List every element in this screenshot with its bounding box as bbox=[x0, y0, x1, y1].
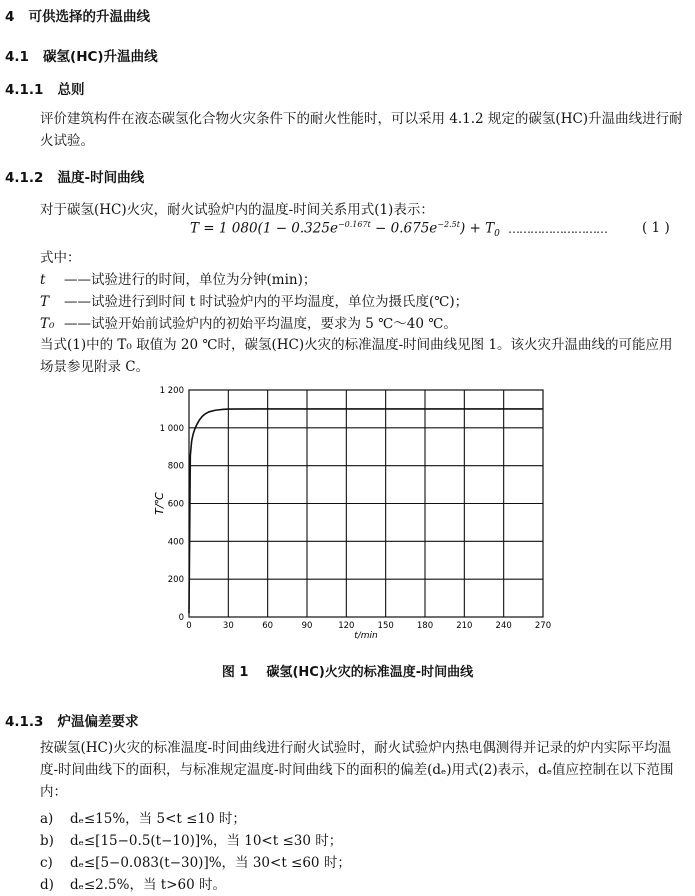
y-axis-label: T/℃ bbox=[153, 492, 166, 515]
section-title: 炉温偏差要求 bbox=[57, 714, 139, 730]
definition-T bbox=[40, 290, 468, 310]
y-tick-label: 1 200 bbox=[159, 386, 184, 396]
section-number: 4 bbox=[5, 9, 15, 25]
definition-text: ——试验进行到时间 t 时试验炉内的平均温度，单位为摄氏度(℃)； bbox=[64, 294, 469, 310]
x-tick-label: 30 bbox=[222, 621, 234, 631]
list-item-c bbox=[40, 851, 351, 871]
series-line-hc-curve bbox=[189, 409, 543, 613]
definition-t bbox=[40, 268, 316, 288]
y-tick-label: 600 bbox=[167, 499, 184, 510]
paragraph-4-1-2-after: 当式(1)中的 T₀ 取值为 20 ℃时，碳氢(HC)火灾的标准温度-时间曲线见图 1。该火灾升温曲线的可能应用场景参见附录 C。 bbox=[40, 337, 673, 375]
section-4-1-3-heading bbox=[5, 710, 139, 730]
list-item-text: dₑ≤[15−0.5(t−10)]%，当 10<t ≤30 时； bbox=[70, 833, 343, 849]
list-item-b bbox=[40, 829, 342, 849]
paragraph-4-1-2-intro: 对于碳氢(HC)火灾，耐火试验炉内的温度-时间关系用式(1)表示： bbox=[40, 202, 434, 218]
section-4-1-heading bbox=[5, 45, 158, 65]
formula-mid: − 0.675e bbox=[370, 220, 438, 237]
formula-1 bbox=[190, 220, 500, 239]
section-title: 总则 bbox=[57, 82, 85, 98]
formula-number: ( 1 ) bbox=[642, 220, 670, 236]
list-item-a bbox=[40, 807, 246, 827]
section-4-1-2-heading bbox=[5, 166, 144, 186]
paragraph-4-1-1: 评价建筑构件在液态碳氢化合物火灾条件下的耐火性能时，可以采用 4.1.2 规定的碳氢(HC)升温曲线进行耐火试验。 bbox=[40, 111, 683, 149]
section-title: 碳氢(HC)升温曲线 bbox=[43, 49, 158, 65]
x-tick-label: 240 bbox=[495, 621, 512, 631]
x-axis-label: t/min bbox=[354, 631, 378, 640]
list-item-label: c) bbox=[40, 855, 53, 871]
x-tick-label: 270 bbox=[534, 621, 552, 631]
y-tick-label: 800 bbox=[167, 461, 184, 472]
x-tick-label: 0 bbox=[186, 621, 192, 631]
where-label: 式中： bbox=[40, 250, 81, 266]
paragraph-4-1-3: 按碳氢(HC)火灾的标准温度-时间曲线进行耐火试验时，耐火试验炉内热电偶测得并记录的炉内实际平均温度-时间曲线下的面积，与标准规定温度-时间曲线下的面积的偏差(dₑ)用式(2)表示，dₑ值应控制在以下范围内： bbox=[40, 740, 674, 800]
definition-text: ——试验进行的时间，单位为分钟(min)； bbox=[64, 272, 317, 288]
formula-exponent-2: −2.5t bbox=[437, 220, 460, 229]
definition-symbol: t bbox=[40, 272, 46, 288]
section-title: 可供选择的升温曲线 bbox=[28, 9, 151, 25]
figure-caption: 图 1 碳氢(HC)火灾的标准温度-时间曲线 bbox=[221, 665, 474, 680]
section-number: 4.1.2 bbox=[5, 170, 44, 186]
section-title: 温度-时间曲线 bbox=[57, 170, 145, 186]
x-tick-label: 150 bbox=[377, 621, 394, 631]
formula-rhs-subscript: 0 bbox=[494, 229, 500, 240]
y-tick-label: 200 bbox=[167, 575, 184, 586]
list-item-label: d) bbox=[40, 877, 54, 893]
list-item-d bbox=[40, 873, 226, 893]
x-tick-label: 210 bbox=[456, 621, 473, 631]
section-number: 4.1.1 bbox=[5, 82, 44, 98]
formula-leader-dots: ……………………… bbox=[508, 222, 607, 236]
definition-symbol: T bbox=[40, 294, 50, 310]
list-item-text: dₑ≤15%，当 5<t ≤10 时； bbox=[70, 811, 246, 827]
x-tick-label: 180 bbox=[416, 621, 434, 631]
formula-exponent-1: −0.167t bbox=[337, 220, 371, 229]
list-item-text: dₑ≤2.5%，当 t>60 时。 bbox=[70, 877, 226, 893]
definition-T0 bbox=[40, 312, 457, 332]
formula-lhs: T = 1 080(1 − 0.325e bbox=[190, 220, 338, 237]
formula-rhs: ) + T bbox=[459, 220, 495, 237]
x-tick-label: 90 bbox=[301, 621, 313, 631]
section-number: 4.1 bbox=[5, 49, 29, 65]
section-number: 4.1.3 bbox=[5, 714, 44, 730]
y-tick-label: 0 bbox=[178, 613, 184, 623]
definition-text: ——试验开始前试验炉内的初始平均温度，要求为 5 ℃～40 ℃。 bbox=[64, 316, 457, 332]
x-tick-label: 120 bbox=[338, 621, 355, 631]
list-item-label: a) bbox=[40, 811, 54, 827]
y-tick-label: 400 bbox=[167, 537, 184, 548]
definition-symbol: T₀ bbox=[40, 316, 55, 332]
section-4-1-1-heading bbox=[5, 78, 85, 98]
y-tick-label: 1 000 bbox=[159, 423, 184, 434]
temperature-time-chart bbox=[0, 380, 695, 640]
list-item-label: b) bbox=[40, 833, 54, 849]
x-tick-label: 60 bbox=[262, 621, 274, 631]
section-4-heading bbox=[5, 5, 150, 25]
list-item-text: dₑ≤[5−0.083(t−30)]%，当 30<t ≤60 时； bbox=[70, 855, 351, 871]
